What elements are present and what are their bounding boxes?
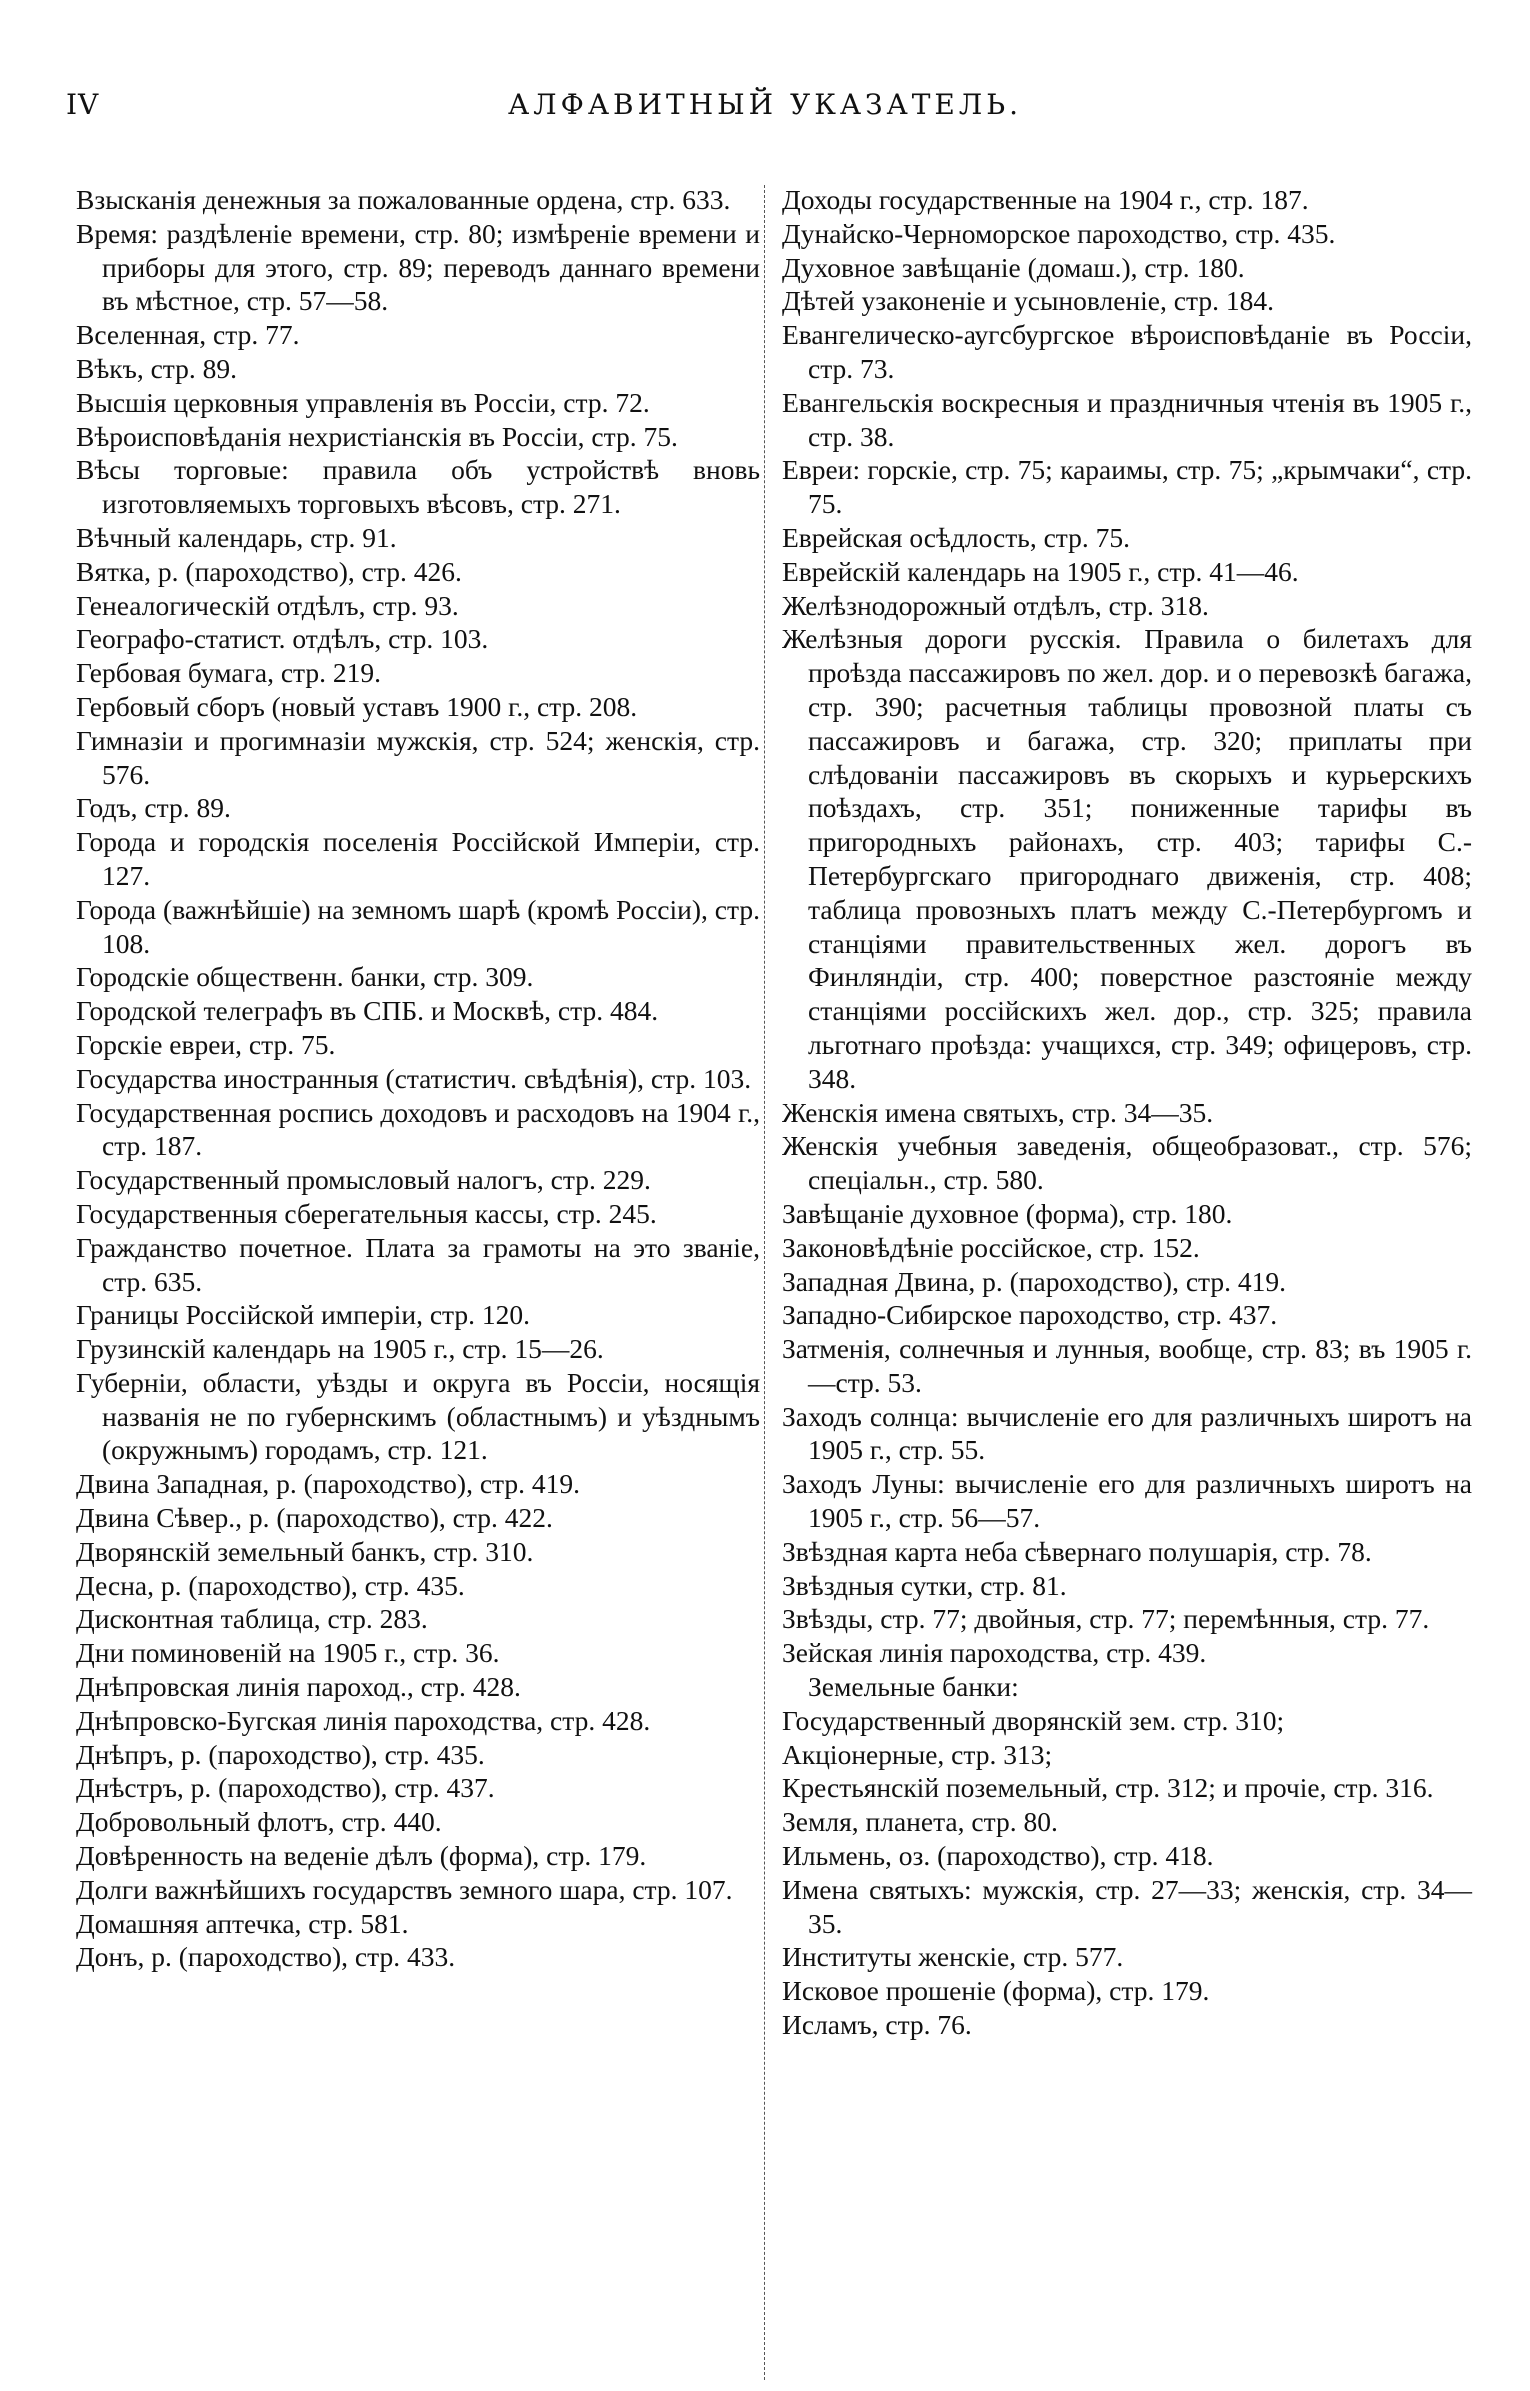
index-entry: Вселенная, стр. 77.	[76, 319, 300, 351]
index-entry: Вѣкъ, стр. 89.	[76, 352, 238, 384]
index-entry: Звѣзды, стр. 77; двойныя, стр. 77; перемѣнныя, стр. 77.	[782, 1603, 1430, 1635]
index-entry: Гербовая бумага, стр. 219.	[76, 657, 382, 689]
index-entry: Акціонерные, стр. 313;	[782, 1738, 1053, 1770]
index-entry: Дисконтная таблица, стр. 283.	[76, 1603, 428, 1635]
index-entry: Имена святыхъ: мужскія, стр. 27—33; женскія, стр. 34—35.	[782, 1873, 1472, 1939]
index-entry: Западная Двина, р. (пароходство), стр. 419.	[782, 1265, 1287, 1297]
index-entry: Время: раздѣленіе времени, стр. 80; измѣреніе времени и приборы для этого, стр. 89; переводъ даннаго времени въ мѣстное, стр. 57—58.	[76, 217, 760, 317]
index-entry: Государственный дворянскій зем. стр. 310;	[782, 1704, 1285, 1736]
index-entry: Зейская линія пароходства, стр. 439.	[782, 1637, 1207, 1669]
index-entry: Звѣздная карта неба сѣвернаго полушарія, стр. 78.	[782, 1535, 1372, 1567]
index-entry: Затменія, солнечныя и лунныя, вообще, стр. 83; въ 1905 г.—стр. 53.	[782, 1333, 1472, 1398]
index-entry: Гражданство почетное. Плата за грамоты на это званіе, стр. 635.	[76, 1231, 760, 1297]
index-entry: Довѣренность на веденіе дѣлъ (форма), стр. 179.	[76, 1840, 647, 1872]
page-number: IV	[66, 88, 100, 121]
index-entry: Государственныя сберегательныя кассы, стр. 245.	[76, 1197, 657, 1229]
index-entry: Женскія имена святыхъ, стр. 34—35.	[782, 1096, 1214, 1128]
index-entry: Грузинскій календарь на 1905 г., стр. 15—26.	[76, 1333, 604, 1365]
index-entry: Заходъ Луны: вычисленіе его для различныхъ широтъ на 1905 г., стр. 56—57.	[782, 1468, 1472, 1534]
index-entry: Еврейскій календарь на 1905 г., стр. 41—46.	[782, 555, 1299, 587]
index-entry: Заходъ солнца: вычисленіе его для различныхъ широтъ на 1905 г., стр. 55.	[782, 1400, 1472, 1466]
index-column-right	[782, 183, 1472, 2042]
index-entry: Вѣроисповѣданія нехристіанскія въ Россіи, стр. 75.	[76, 420, 678, 452]
index-entry: Вѣсы торговые: правила объ устройствѣ вновь изготовляемыхъ торговыхъ вѣсовъ, стр. 271.	[76, 454, 760, 520]
index-entry: Крестьянскій поземельный, стр. 312; и прочіе, стр. 316.	[782, 1772, 1434, 1804]
index-entry: Исламъ, стр. 76.	[782, 2009, 972, 2041]
index-entry: Домашняя аптечка, стр. 581.	[76, 1907, 409, 1939]
index-entry: Гимназіи и прогимназіи мужскія, стр. 524; женскія, стр. 576.	[76, 724, 760, 790]
index-entry: Вѣчный календарь, стр. 91.	[76, 521, 397, 553]
index-entry: Генеалогическій отдѣлъ, стр. 93.	[76, 589, 459, 621]
index-entry: Желѣзнодорожный отдѣлъ, стр. 318.	[782, 589, 1209, 621]
index-entry: Днѣпровско-Бугская линія пароходства, стр. 428.	[76, 1704, 651, 1736]
index-entry: Желѣзныя дороги русскія. Правила о билетахъ для проѣзда пассажировъ по жел. дор. и о перевозкѣ багажа, стр. 390; расчетныя таблицы провозной платы съ пассажировъ и багажа, стр. 320; приплаты при слѣдованіи пассажировъ въ скорыхъ и курьерскихъ поѣздахъ, стр. 351; пониженные тарифы въ пригородныхъ районахъ, стр. 403; тарифы С.-Петербургскаго пригороднаго движенія, стр. 408; таблица провозныхъ платъ между С.-Петербургомъ и станціями правительственных жел. дорогъ въ Финляндіи, стр. 400; поверстное разстояніе между станціями россійскихъ жел. дор., стр. 325; правила льготнаго проѣзда: учащихся, стр. 349; офицеровъ, стр. 348.	[782, 623, 1472, 1094]
index-entry: Годъ, стр. 89.	[76, 792, 231, 824]
index-entry: Государственный промысловый налогъ, стр. 229.	[76, 1164, 651, 1196]
column-divider	[764, 185, 765, 2380]
index-entry: Географо-статист. отдѣлъ, стр. 103.	[76, 623, 489, 655]
index-entry: Институты женскіе, стр. 577.	[782, 1941, 1124, 1973]
index-entry: Земля, планета, стр. 80.	[782, 1806, 1058, 1838]
index-entry: Евангельскія воскресныя и праздничныя чтенія въ 1905 г., стр. 38.	[782, 386, 1472, 452]
index-entry: Взысканія денежныя за пожалованные ордена, стр. 633.	[76, 184, 731, 215]
index-entry: Евангелическо-аугсбургское вѣроисповѣданіе въ Россіи, стр. 73.	[782, 319, 1472, 384]
index-entry: Женскія учебныя заведенія, общеобразоват., стр. 576; спеціальн., стр. 580.	[782, 1130, 1472, 1196]
index-entry: Долги важнѣйшихъ государствъ земного шара, стр. 107.	[76, 1873, 733, 1905]
index-entry: Дни поминовеній на 1905 г., стр. 36.	[76, 1637, 500, 1669]
index-entry: Евреи: горскіе, стр. 75; караимы, стр. 75; „крымчаки“, стр. 75.	[782, 454, 1472, 520]
index-entry: Доходы государственные на 1904 г., стр. 187.	[782, 184, 1309, 215]
index-entry: Духовное завѣщаніе (домаш.), стр. 180.	[782, 251, 1245, 283]
index-entry: Вятка, р. (пароходство), стр. 426.	[76, 555, 462, 587]
index-entry: Двина Сѣвер., р. (пароходство), стр. 422.	[76, 1502, 553, 1534]
index-entry: Городской телеграфъ въ СПБ. и Москвѣ, стр. 484.	[76, 995, 659, 1027]
index-entry: Ильмень, оз. (пароходство), стр. 418.	[782, 1840, 1214, 1872]
index-entry: Дѣтей узаконеніе и усыновленіе, стр. 184.	[782, 285, 1274, 317]
index-entry: Звѣздныя сутки, стр. 81.	[782, 1569, 1067, 1601]
index-entry: Губерніи, области, уѣзды и округа въ Россіи, носящія названія не по губернскимъ (областнымъ) и уѣзднымъ (окружнымъ) городамъ, стр. 121.	[76, 1366, 760, 1466]
index-entry: Донъ, р. (пароходство), стр. 433.	[76, 1941, 456, 1973]
index-entry: Днѣстръ, р. (пароходство), стр. 437.	[76, 1772, 495, 1804]
index-entry: Завѣщаніе духовное (форма), стр. 180.	[782, 1197, 1233, 1229]
index-entry: Государственная роспись доходовъ и расходовъ на 1904 г., стр. 187.	[76, 1096, 760, 1162]
index-entry: Днѣпръ, р. (пароходство), стр. 435.	[76, 1738, 485, 1770]
page-title: АЛФАВИТНЫЙ УКАЗАТЕЛЬ.	[508, 88, 1022, 121]
index-entry: Еврейская осѣдлость, стр. 75.	[782, 521, 1131, 553]
index-entry: Земельные банки:	[808, 1671, 1019, 1703]
index-entry: Двина Западная, р. (пароходство), стр. 419.	[76, 1468, 581, 1500]
index-entry: Дунайско-Черноморское пароходство, стр. 435.	[782, 217, 1336, 249]
index-entry: Десна, р. (пароходство), стр. 435.	[76, 1569, 465, 1601]
index-column-left	[76, 183, 760, 1974]
index-entry: Исковое прошеніе (форма), стр. 179.	[782, 1975, 1210, 2007]
index-entry: Добровольный флотъ, стр. 440.	[76, 1806, 442, 1838]
index-entry: Законовѣдѣніе россійское, стр. 152.	[782, 1231, 1200, 1263]
index-entry: Горскіе евреи, стр. 75.	[76, 1028, 336, 1060]
index-entry: Днѣпровская линія пароход., стр. 428.	[76, 1671, 521, 1703]
index-entry: Границы Россійской имперіи, стр. 120.	[76, 1299, 531, 1331]
index-entry: Дворянскій земельный банкъ, стр. 310.	[76, 1535, 534, 1567]
index-entry: Западно-Сибирское пароходство, стр. 437.	[782, 1299, 1278, 1331]
index-entry: Городскіе общественн. банки, стр. 309.	[76, 961, 534, 993]
index-entry: Города и городскія поселенія Россійской Имперіи, стр. 127.	[76, 826, 760, 891]
index-entry: Государства иностранныя (статистич. свѣдѣнія), стр. 103.	[76, 1062, 752, 1094]
index-entry: Города (важнѣйшіе) на земномъ шарѣ (кромѣ Россіи), стр. 108.	[76, 893, 760, 959]
index-entry: Гербовый сборъ (новый уставъ 1900 г., стр. 208.	[76, 690, 638, 722]
index-entry: Высшія церковныя управленія въ Россіи, стр. 72.	[76, 386, 650, 418]
running-head	[0, 88, 1530, 128]
